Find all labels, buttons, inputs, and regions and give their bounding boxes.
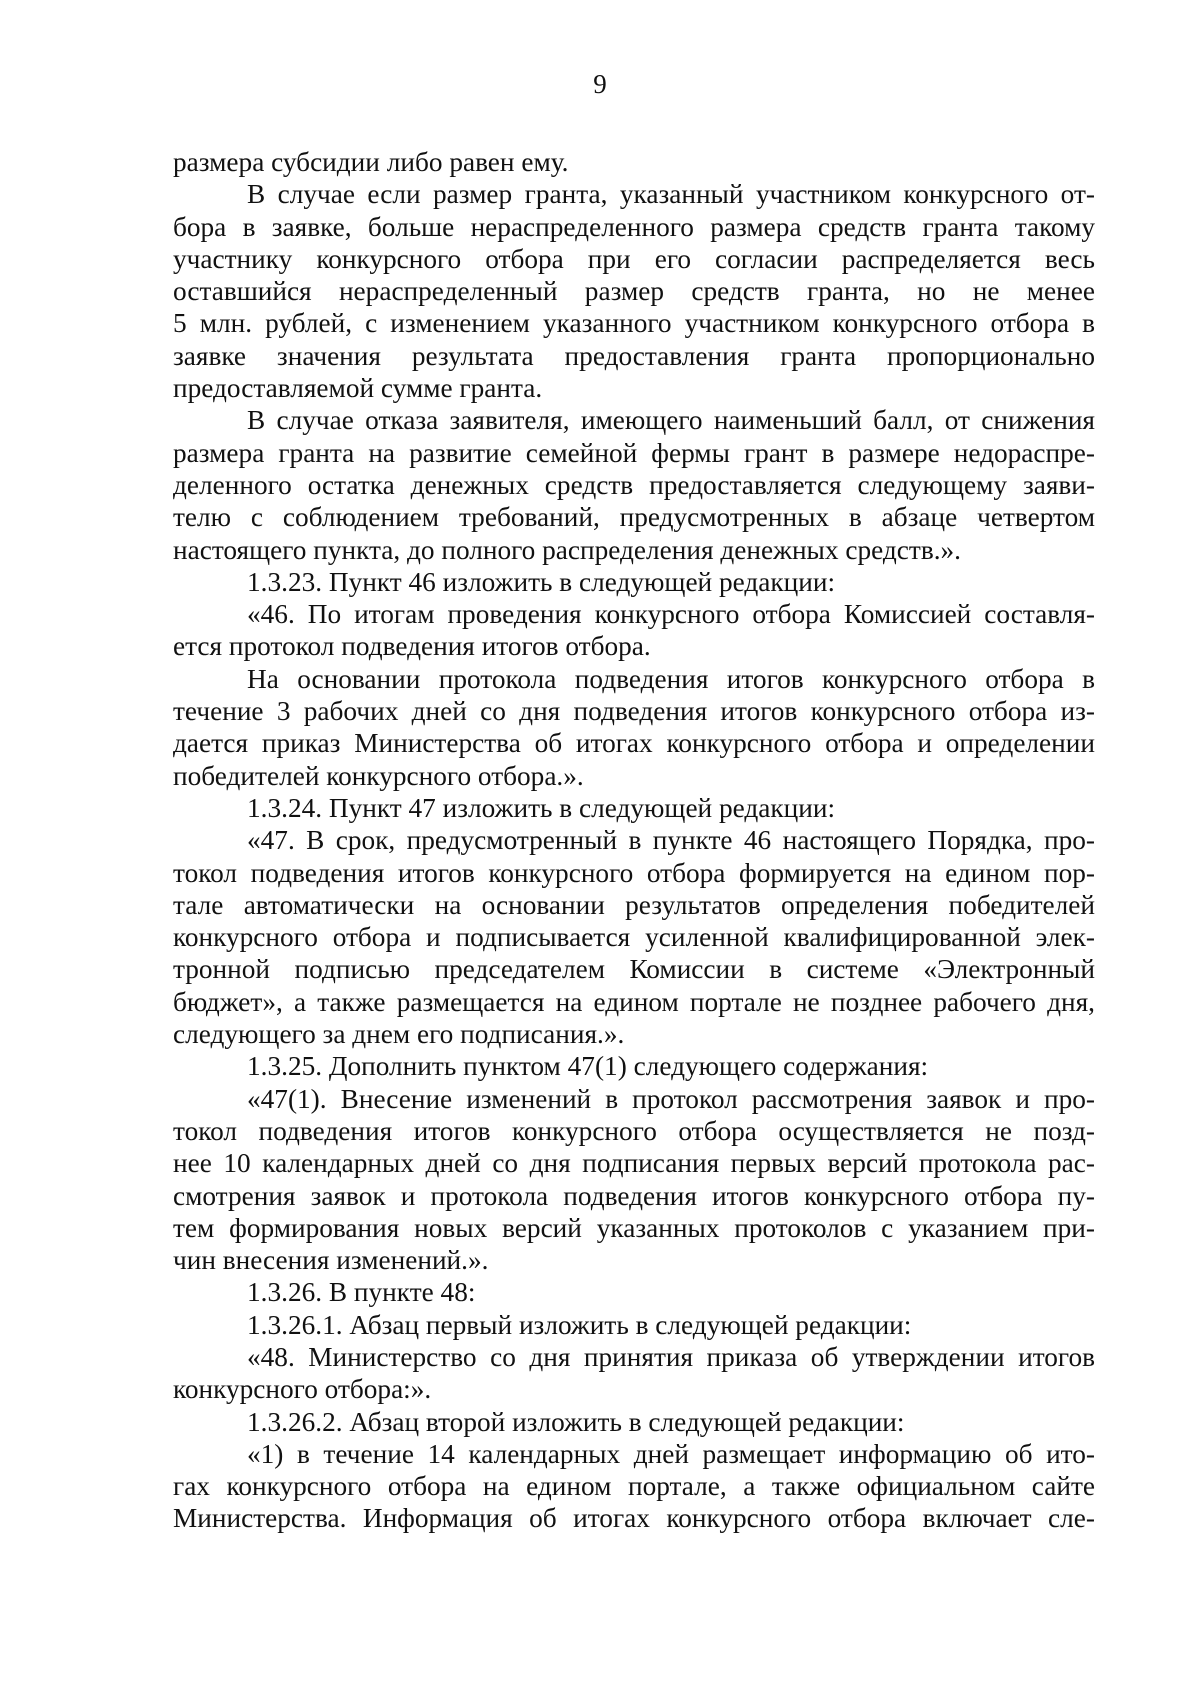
text-line: В случае отказа заявителя, имеющего наименьший балл, от снижения	[247, 405, 1095, 436]
text-line: конкурсного отбора и подписывается усиленной квалифицированной элек-	[173, 922, 1095, 953]
text-line: победителей конкурсного отбора.».	[173, 760, 584, 791]
text-line: Министерства. Информация об итогах конкурсного отбора включает сле-	[173, 1503, 1095, 1534]
text-line: телю с соблюдением требований, предусмотренных в абзаце четвертом	[173, 502, 1095, 533]
text-line: тронной подписью председателем Комиссии в системе «Электронный	[173, 954, 1095, 985]
text-line: 1.3.26. В пункте 48:	[247, 1277, 476, 1308]
text-line: «46. По итогам проведения конкурсного отбора Комиссией составля-	[247, 599, 1095, 630]
text-line: заявке значения результата предоставления гранта пропорционально	[173, 340, 1095, 371]
text-line: нее 10 календарных дней со дня подписания первых версий протокола рас-	[173, 1148, 1095, 1179]
text-line: токол подведения итогов конкурсного отбора осуществляется не позд-	[173, 1115, 1095, 1146]
text-line: конкурсного отбора:».	[173, 1374, 432, 1405]
text-line: 1.3.25. Дополнить пунктом 47(1) следующего содержания:	[247, 1051, 929, 1082]
text-line: 1.3.26.2. Абзац второй изложить в следующей редакции:	[247, 1406, 905, 1437]
text-line: 1.3.26.1. Абзац первый изложить в следующей редакции:	[247, 1309, 912, 1340]
text-line: бюджет», а также размещается на едином портале не позднее рабочего дня,	[173, 986, 1095, 1017]
text-line: 1.3.24. Пункт 47 изложить в следующей редакции:	[247, 792, 836, 823]
text-line: тале автоматически на основании результатов определения победителей	[173, 889, 1095, 920]
text-line: оставшийся нераспределенный размер средств гранта, но не менее	[173, 276, 1095, 307]
text-line: деленного остатка денежных средств предоставляется следующему заяви-	[173, 469, 1095, 500]
text-line: размера гранта на развитие семейной фермы грант в размере недораспре-	[173, 437, 1095, 468]
page-number: 9	[593, 69, 607, 99]
text-line: следующего за днем его подписания.».	[173, 1019, 625, 1050]
text-line: «1) в течение 14 календарных дней размещает информацию об ито-	[247, 1438, 1095, 1469]
text-line: тем формирования новых версий указанных протоколов с указанием при-	[173, 1212, 1095, 1243]
text-line: течение 3 рабочих дней со дня подведения итогов конкурсного отбора из-	[173, 696, 1095, 727]
text-line: гах конкурсного отбора на едином портале, а также официальном сайте	[173, 1471, 1095, 1502]
text-line: токол подведения итогов конкурсного отбора формируется на едином пор-	[173, 857, 1095, 888]
text-line: участнику конкурсного отбора при его согласии распределяется весь	[173, 243, 1095, 274]
text-line: чин внесения изменений.».	[173, 1245, 489, 1276]
text-line: На основании протокола подведения итогов конкурсного отбора в	[247, 663, 1095, 694]
text-line: 5 млн. рублей, с изменением указанного участником конкурсного отбора в	[173, 308, 1095, 339]
document-body	[173, 146, 1095, 1535]
text-line: В случае если размер гранта, указанный участником конкурсного от-	[247, 179, 1095, 210]
text-line: «47(1). Внесение изменений в протокол рассмотрения заявок и про-	[247, 1083, 1095, 1114]
text-line: бора в заявке, больше нераспределенного размера средств гранта такому	[173, 211, 1095, 242]
text-line: ется протокол подведения итогов отбора.	[173, 631, 651, 662]
text-line: смотрения заявок и протокола подведения итогов конкурсного отбора пу-	[173, 1180, 1095, 1211]
text-line: дается приказ Министерства об итогах конкурсного отбора и определении	[173, 728, 1095, 759]
text-line: настоящего пункта, до полного распределения денежных средств.».	[173, 534, 962, 565]
text-line: предоставляемой сумме гранта.	[173, 373, 543, 404]
text-line: 1.3.23. Пункт 46 изложить в следующей редакции:	[247, 566, 836, 597]
text-line: «47. В срок, предусмотренный в пункте 46 настоящего Порядка, про-	[247, 825, 1095, 856]
text-line: размера субсидии либо равен ему.	[173, 147, 569, 177]
text-line: «48. Министерство со дня принятия приказа об утверждении итогов	[247, 1341, 1095, 1372]
